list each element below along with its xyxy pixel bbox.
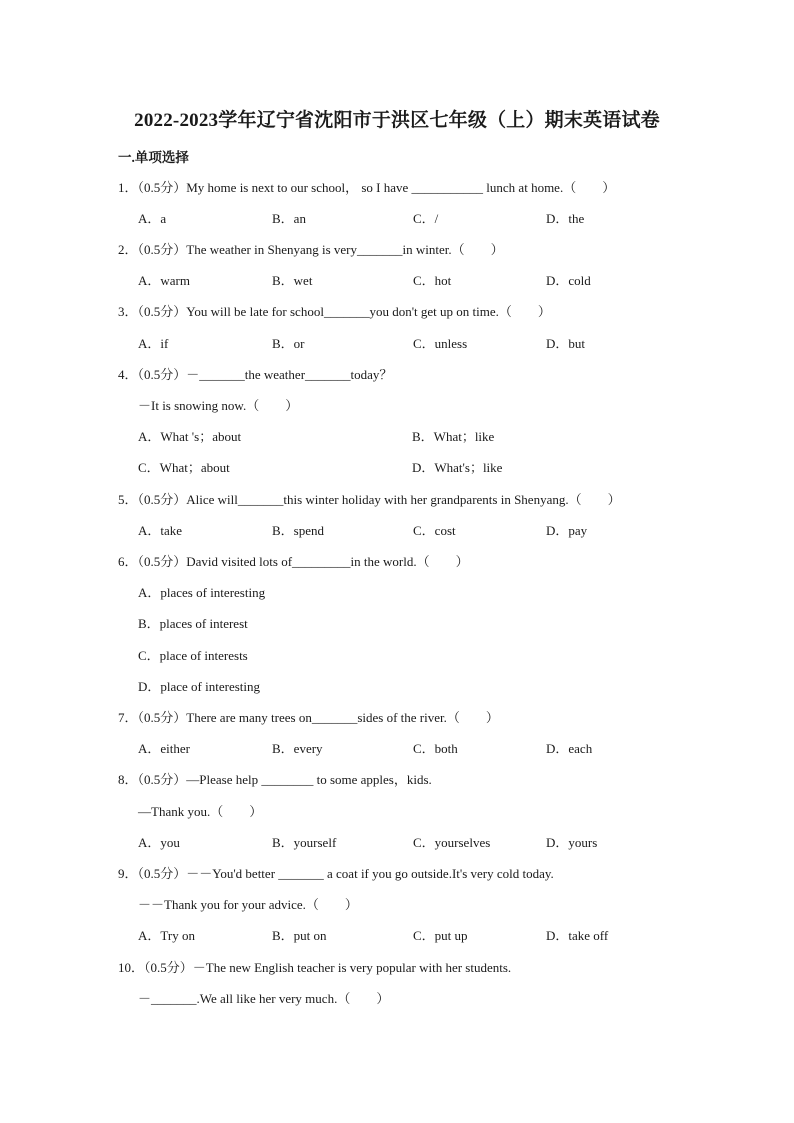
question-7-option-a[interactable]: A．either — [138, 741, 190, 756]
question-8-option-c[interactable]: C．yourselves — [413, 835, 491, 850]
question-4-option-c[interactable]: C．What；about — [138, 460, 230, 475]
question-9-option-c[interactable]: C．put up — [413, 928, 468, 943]
question-8-option-b[interactable]: B．yourself — [272, 835, 337, 850]
question-1-option-a[interactable]: A．a — [138, 211, 167, 226]
question-9-option-b[interactable]: B．put on — [272, 928, 327, 943]
exam-title: 2022-2023学年辽宁省沈阳市于洪区七年级（上）期末英语试卷 — [134, 110, 660, 131]
question-3-option-a[interactable]: A．if — [138, 336, 169, 351]
question-2-option-c[interactable]: C．hot — [413, 273, 452, 288]
question-9-option-d[interactable]: D．take off — [546, 928, 609, 943]
question-5-option-c[interactable]: C．cost — [413, 523, 456, 538]
question-6-option-a[interactable]: A．places of interesting — [138, 585, 266, 600]
question-6-option-d[interactable]: D．place of interesting — [138, 679, 261, 694]
question-3-option-b[interactable]: B．or — [272, 336, 305, 351]
question-3-option-d[interactable]: D．but — [546, 336, 586, 351]
question-4-option-a[interactable]: A．What 's；about — [138, 429, 242, 444]
question-2-option-b[interactable]: B．wet — [272, 273, 313, 288]
question-9-stem: 9．（0.5分）－－You'd better _______ a coat if you go outside.It's very cold today. — [118, 866, 554, 881]
question-1-stem: 1．（0.5分）My home is next to our school， so I have ___________ lunch at home.（ ） — [118, 180, 616, 195]
question-8-reply: —Thank you.（ ） — [138, 804, 263, 819]
question-3-stem: 3．（0.5分）You will be late for school_______you don't get up on time.（ ） — [118, 304, 551, 319]
question-9-reply: －－Thank you for your advice.（ ） — [138, 897, 358, 912]
question-5-option-b[interactable]: B．spend — [272, 523, 325, 538]
question-5-option-a[interactable]: A．take — [138, 523, 183, 538]
question-10-reply: －_______.We all like her very much.（ ） — [138, 991, 390, 1006]
question-9-option-a[interactable]: A．Try on — [138, 928, 195, 943]
question-2-option-a[interactable]: A．warm — [138, 273, 190, 288]
question-10-stem: 10．（0.5分）－The new English teacher is very popular with her students. — [118, 960, 512, 975]
question-6-option-c[interactable]: C．place of interests — [138, 648, 248, 663]
question-4-option-b[interactable]: B．What；like — [412, 429, 495, 444]
question-7-option-b[interactable]: B．every — [272, 741, 323, 756]
question-8-stem: 8．（0.5分）—Please help ________ to some apples，kids. — [118, 772, 432, 787]
question-3-option-c[interactable]: C．unless — [413, 336, 468, 351]
question-4-reply: －It is snowing now.（ ） — [138, 398, 299, 413]
question-7-stem: 7．（0.5分）There are many trees on_______sides of the river.（ ） — [118, 710, 499, 725]
question-8-option-d[interactable]: D．yours — [546, 835, 598, 850]
question-6-option-b[interactable]: B．places of interest — [138, 616, 248, 631]
question-8-option-a[interactable]: A．you — [138, 835, 180, 850]
question-7-option-c[interactable]: C．both — [413, 741, 458, 756]
question-2-stem: 2．（0.5分）The weather in Shenyang is very_______in winter.（ ） — [118, 242, 504, 257]
question-5-option-d[interactable]: D．pay — [546, 523, 588, 538]
question-4-stem: 4．（0.5分）－_______the weather_______today？ — [118, 367, 393, 382]
section-heading: 一.单项选择 — [118, 150, 189, 165]
question-4-option-d[interactable]: D．What's；like — [412, 460, 503, 475]
question-1-option-b[interactable]: B．an — [272, 211, 306, 226]
question-1-option-c[interactable]: C．/ — [413, 211, 439, 226]
question-1-option-d[interactable]: D．the — [546, 211, 585, 226]
question-7-option-d[interactable]: D．each — [546, 741, 593, 756]
question-6-stem: 6．（0.5分）David visited lots of_________in the world.（ ） — [118, 554, 469, 569]
question-2-option-d[interactable]: D．cold — [546, 273, 591, 288]
question-5-stem: 5．（0.5分）Alice will_______this winter holiday with her grandparents in Shenyang.（ ） — [118, 492, 621, 507]
